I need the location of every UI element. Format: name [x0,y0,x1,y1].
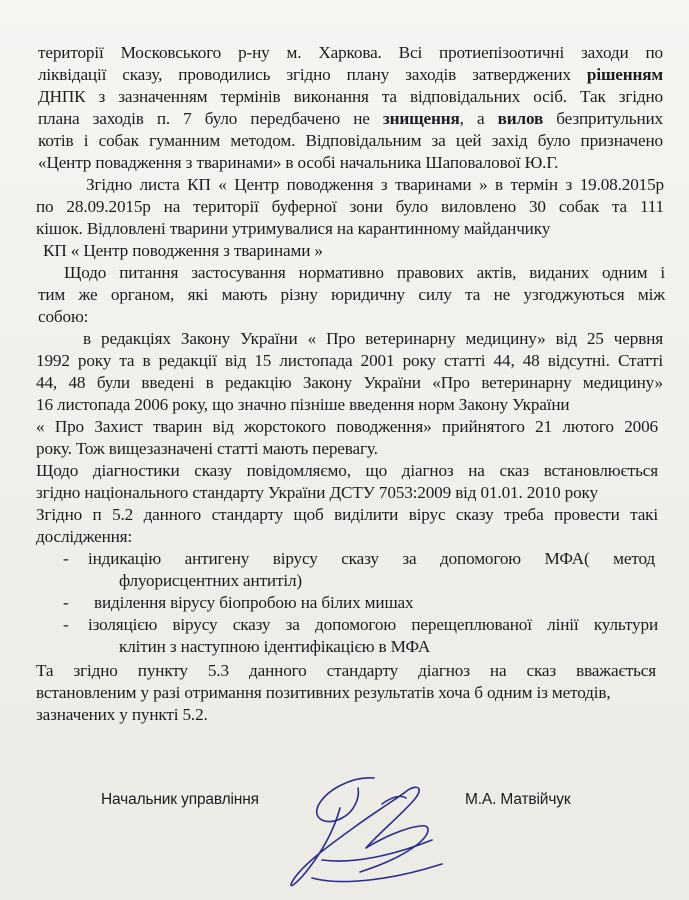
para4-line4: 16 листопада 2006 року, що значно пізніше введення норм Закону України [36,395,570,414]
list-item-2: виділення вірусу біопробою на білих мишах [94,593,414,612]
list-bullet-2: - [63,593,69,612]
para3-line3: собою: [38,307,89,326]
list-item-1-line2: флуорисцентних антитіл) [119,571,302,590]
para3-line2: тим же органом, які мають різну юридичну силу та не узгоджуються між [38,285,665,304]
para4-line2: 1992 року та в редакції від 15 листопада 2001 року статті 44, 48 відсутні. Статті [36,351,663,370]
para1-bold-destruction: знищення [382,109,460,128]
para1-line2 [38,65,663,85]
para2-line4: КП « Центр поводження з тваринами » [43,241,323,260]
para2-line1: Згідно листа КП « Центр поводження з тваринами » в термін з 19.08.2015р [86,175,664,194]
list-item-3-line1: ізоляцією вірусу сказу за допомогою перещеплюваної лінії культури [88,615,658,634]
para6-line1: Та згідно пункту 5.3 данного стандарту діагноз на сказ вважається [36,661,656,680]
para4-line6: року. Тож вищезазначені статті мають перевагу. [36,439,378,458]
para1-bold-decision: рішенням [586,65,663,84]
para2-line2: по 28.09.2015р на території буферної зони було виловлено 30 собак та 111 [36,197,664,216]
para1-line4 [38,109,663,129]
para3-line1: Щодо питання застосування нормативно правових актів, виданих одним і [64,263,665,282]
list-bullet-1: - [63,549,69,568]
para5-line2: згідно національного стандарту України ДСТУ 7053:2009 від 01.01. 2010 року [36,483,598,502]
signoff-position: Начальник управління [101,791,259,808]
para1-line4-comma: , а [459,109,498,128]
para4-line5: « Про Захист тварин від жорстокого поводження» прийнятого 21 лютого 2006 [36,417,658,436]
para5-line4: дослідження: [36,527,133,546]
para1-line4-tail: безпритульних [543,109,663,128]
para1-line5: котів і собак гуманним методом. Відповідальним за цей захід було призначено [38,131,663,150]
handwritten-signature [282,768,450,896]
para4-line1: в редакціях Закону України « Про ветеринарну медицину» від 25 червня [83,329,663,348]
para6-line3: зазначених у пункті 5.2. [36,705,208,724]
para2-line3: кішок. Відловлені тварини утримувалися на карантинному майданчику [36,219,551,238]
para1-line6: «Центр повадження з тваринами» в особі начальника Шаповалової Ю.Г. [38,153,559,172]
list-item-3-line2: клітин з наступною ідентифікацією в МФА [119,637,431,656]
list-item-1-line1: індикацію антигену вірусу сказу за допомогою МФА( метод [88,549,655,568]
para4-line3: 44, 48 були введені в редакцію Закону України «Про ветеринарну медицину» [36,373,663,392]
para1-line1: території Московського р-ну м. Харкова. Всі протиепізоотичні заходи по [38,43,663,62]
para1-line4-text: плана заходів п. 7 було передбачено не [38,109,383,128]
para1-line2-text: ліквідації сказу, проводились згідно плану заходів затверджених [38,65,587,84]
para1-bold-catching: вилов [497,109,544,128]
signoff-name: М.А. Матвійчук [465,791,571,808]
para5-line3: Згідно п 5.2 данного стандарту щоб виділити вірус сказу треба провести такі [36,505,658,524]
para5-line1: Щодо діагностики сказу повідомляємо, що діагноз на сказ встановлюється [36,461,658,480]
list-bullet-3: - [63,615,69,634]
para6-line2: встановленим у разі отримання позитивних результатів хоча б одним із методів, [36,683,611,702]
para1-line3: ДНПК з зазначенням термінів виконання та відповідальних осіб. Так згідно [38,87,663,106]
